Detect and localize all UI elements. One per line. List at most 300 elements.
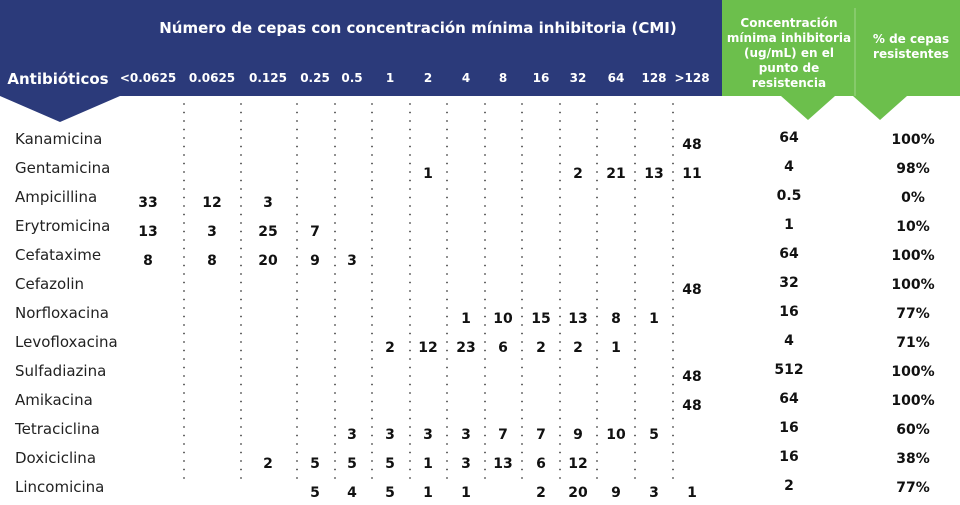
guide-dot [484,316,486,318]
guide-dot [634,341,636,343]
guide-dot [183,129,185,131]
guide-dot [559,392,561,394]
strain-count: 1 [423,166,433,182]
strain-count: 33 [138,195,158,211]
guide-dot [183,418,185,420]
guide-dot [183,197,185,199]
guide-dot [446,129,448,131]
guide-dot [521,307,523,309]
guide-dot [596,171,598,173]
guide-dot [521,248,523,250]
guide-dot [672,375,674,377]
guide-dot [296,392,298,394]
mic-breakpoint-header-line: Concentración [740,16,838,30]
guide-dot [240,248,242,250]
guide-dot [409,273,411,275]
guide-dot [559,239,561,241]
guide-dot [296,443,298,445]
guide-dot [183,154,185,156]
strain-count: 3 [263,195,273,211]
guide-dot [634,358,636,360]
guide-dot [296,129,298,131]
guide-dot [183,265,185,267]
guide-dot [446,146,448,148]
guide-dot [596,290,598,292]
guide-dot [334,137,336,139]
guide-dot [371,426,373,428]
guide-dot [596,239,598,241]
guide-dot [559,129,561,131]
guide-dot [183,205,185,207]
strain-count: 5 [649,427,659,443]
guide-dot [334,324,336,326]
guide-dot [446,324,448,326]
guide-dot [672,299,674,301]
guide-dot [634,103,636,105]
guide-dot [371,299,373,301]
guide-dot [296,256,298,258]
guide-dot [334,299,336,301]
guide-dot [559,205,561,207]
guide-dot [672,316,674,318]
guide-dot [240,129,242,131]
guide-dot [559,418,561,420]
guide-dot [484,282,486,284]
guide-dot [484,146,486,148]
guide-dot [409,418,411,420]
guide-dot [240,333,242,335]
guide-dot [672,129,674,131]
guide-dot [409,477,411,479]
antibiotic-name: Ampicillina [15,188,98,206]
guide-dot [634,350,636,352]
guide-dot [521,418,523,420]
guide-dot [371,367,373,369]
guide-dot [409,239,411,241]
guide-dot [672,197,674,199]
guide-dot [672,103,674,105]
guide-dot [409,324,411,326]
guide-dot [559,299,561,301]
guide-dot [634,222,636,224]
strain-count: 48 [682,369,702,385]
guide-dot [634,248,636,250]
guide-dot [634,418,636,420]
guide-dot [559,154,561,156]
guide-dot [596,333,598,335]
guide-dot [446,239,448,241]
guide-dot [446,477,448,479]
guide-dot [334,350,336,352]
guide-dot [521,375,523,377]
guide-dot [672,469,674,471]
mic-breakpoint-header-line: resistencia [751,76,827,90]
guide-dot [409,129,411,131]
guide-dot [596,401,598,403]
guide-dot [634,265,636,267]
guide-dot [484,188,486,190]
guide-dot [334,435,336,437]
guide-dot [334,469,336,471]
guide-dot [371,358,373,360]
guide-dot [334,171,336,173]
guide-dot [334,273,336,275]
guide-dot [446,341,448,343]
guide-dot [409,333,411,335]
guide-dot [409,307,411,309]
guide-dot [409,384,411,386]
guide-dot [446,282,448,284]
guide-dot [296,452,298,454]
guide-dot [296,367,298,369]
guide-dot [596,435,598,437]
guide-dot [559,426,561,428]
guide-dot [183,350,185,352]
breakpoint-value: 4 [784,333,794,349]
guide-dot [634,426,636,428]
guide-dot [521,333,523,335]
guide-dot [484,265,486,267]
guide-dot [371,392,373,394]
guide-dot [334,392,336,394]
guide-dot [672,273,674,275]
guide-dot [634,146,636,148]
guide-dot [183,299,185,301]
guide-dot [240,324,242,326]
guide-dot [409,435,411,437]
strain-count: 12 [418,340,438,356]
main-title: Número de cepas con concentración mínima inhibitoria (CMI) [159,19,677,37]
guide-dot [672,443,674,445]
guide-dot [559,180,561,182]
strain-count: 13 [644,166,664,182]
guide-dot [334,384,336,386]
guide-dot [240,469,242,471]
column-header: 64 [607,71,625,85]
guide-dot [296,324,298,326]
guide-dot [484,154,486,156]
resistant-percent: 38% [896,451,930,467]
resistant-percent: 10% [896,219,930,235]
guide-dot [296,239,298,241]
guide-dot [521,435,523,437]
guide-dot [559,290,561,292]
guide-dot [409,401,411,403]
guide-dot [371,239,373,241]
guide-dot [183,231,185,233]
guide-dot [596,307,598,309]
guide-dot [240,290,242,292]
guide-dot [240,452,242,454]
guide-dot [672,256,674,258]
guide-dot [672,358,674,360]
guide-dot [634,231,636,233]
guide-dot [521,443,523,445]
table-row [15,478,930,501]
table-row [15,130,935,153]
guide-dot [596,409,598,411]
guide-dot [484,171,486,173]
guide-dot [296,307,298,309]
guide-dot [596,282,598,284]
strain-count: 12 [568,456,588,472]
guide-dot [371,163,373,165]
guide-dot [240,375,242,377]
guide-dot [409,120,411,122]
strain-count: 1 [461,311,471,327]
guide-dot [409,443,411,445]
guide-dot [409,358,411,360]
antibiotic-name: Doxiciclina [15,449,97,467]
guide-dot [446,154,448,156]
guide-dot [446,375,448,377]
guide-dot [296,205,298,207]
strain-count: 3 [649,485,659,501]
guide-dot [484,214,486,216]
guide-dot [672,384,674,386]
guide-dot [296,418,298,420]
guide-dot [634,333,636,335]
guide-dot [634,290,636,292]
guide-dot [409,290,411,292]
guide-dot [183,341,185,343]
guide-dot [596,375,598,377]
guide-dot [240,137,242,139]
guide-dot [672,180,674,182]
guide-dot [183,452,185,454]
guide-dot [334,418,336,420]
guide-dot [371,435,373,437]
guide-dot [446,316,448,318]
guide-dot [559,256,561,258]
guide-dot [240,299,242,301]
guide-dot [484,460,486,462]
guide-dot [521,180,523,182]
guide-dot [596,248,598,250]
strain-count: 2 [573,166,583,182]
resistant-percent: 100% [891,393,935,409]
guide-dot [334,197,336,199]
guide-dot [559,316,561,318]
guide-dot [240,307,242,309]
guide-dot [371,205,373,207]
guide-dot [672,282,674,284]
guide-dot [240,477,242,479]
guide-dot [559,137,561,139]
guide-dot [334,214,336,216]
guide-dot [446,231,448,233]
guide-dot [672,265,674,267]
guide-dot [596,324,598,326]
guide-dot [240,265,242,267]
guide-dot [183,188,185,190]
guide-dot [409,248,411,250]
guide-dot [183,426,185,428]
guide-dot [634,307,636,309]
guide-dot [484,137,486,139]
guide-dot [634,409,636,411]
guide-dot [672,307,674,309]
guide-dot [446,188,448,190]
guide-dot [484,401,486,403]
strain-count: 25 [258,224,278,240]
guide-dot [296,333,298,335]
resistant-percent: 100% [891,277,935,293]
guide-dot [634,375,636,377]
breakpoint-value: 64 [779,391,799,407]
guide-dot [521,350,523,352]
guide-dot [240,214,242,216]
guide-dot [240,316,242,318]
strain-count: 7 [536,427,546,443]
table-row [15,304,930,327]
guide-dot [521,197,523,199]
guide-dot [634,460,636,462]
guide-dot [183,120,185,122]
guide-dot [334,163,336,165]
guide-dot [596,163,598,165]
guide-dot [559,146,561,148]
breakpoint-value: 512 [774,362,804,378]
strain-count: 2 [263,456,273,472]
guide-dot [240,426,242,428]
guide-dot [183,307,185,309]
guide-dot [183,384,185,386]
strain-count: 9 [310,253,320,269]
guide-dot [559,375,561,377]
guide-dot [371,341,373,343]
guide-dot [183,443,185,445]
guide-dot [446,248,448,250]
guide-dot [446,222,448,224]
guide-dot [334,146,336,148]
guide-dot [596,222,598,224]
resistant-percent: 98% [896,161,930,177]
guide-dot [484,273,486,275]
guide-dot [409,469,411,471]
guide-dot [559,231,561,233]
guide-dot [183,171,185,173]
guide-dot [371,188,373,190]
guide-dot [371,401,373,403]
guide-dot [240,197,242,199]
guide-dot [484,231,486,233]
guide-dot [183,273,185,275]
guide-dot [240,358,242,360]
strain-count: 5 [385,456,395,472]
guide-dot [334,316,336,318]
guide-dot [484,443,486,445]
guide-dot [521,452,523,454]
strain-count: 48 [682,282,702,298]
guide-dot [521,282,523,284]
guide-dot [484,477,486,479]
guide-dot [634,469,636,471]
breakpoint-value: 32 [779,275,799,291]
guide-dot [672,248,674,250]
guide-dot [334,222,336,224]
guide-dot [596,384,598,386]
guide-dot [296,426,298,428]
guide-dot [672,188,674,190]
resistant-percent: 60% [896,422,930,438]
guide-dot [183,214,185,216]
guide-dot [596,469,598,471]
strain-count: 8 [611,311,621,327]
guide-dot [240,409,242,411]
guide-dot [672,290,674,292]
guide-dot [183,324,185,326]
guide-dot [446,392,448,394]
guide-dot [634,316,636,318]
antibiotics-header: Antibióticos [7,70,109,88]
guide-dot [183,435,185,437]
guide-dot [446,443,448,445]
antibiotic-name: Erytromicina [15,217,111,235]
antibiotic-name: Cefataxime [15,246,102,264]
guide-dot [559,282,561,284]
guide-dot [446,290,448,292]
guide-dot [240,222,242,224]
guide-dot [559,214,561,216]
guide-dot [446,180,448,182]
guide-dot [634,273,636,275]
table-row [15,159,930,182]
guide-dot [672,146,674,148]
guide-dot [634,129,636,131]
guide-dot [183,180,185,182]
guide-dot [672,137,674,139]
antibiotic-name: Levofloxacina [15,333,118,351]
guide-dot [521,273,523,275]
guide-dot [240,273,242,275]
guide-dot [334,205,336,207]
guide-dot [334,409,336,411]
guide-dot [296,231,298,233]
guide-dot [371,265,373,267]
guide-dot [296,409,298,411]
strain-count: 15 [531,311,551,327]
mic-breakpoint-header-line: punto de [758,61,820,75]
guide-dot [371,443,373,445]
guide-dot [183,248,185,250]
guide-dot [559,333,561,335]
strain-count: 48 [682,398,702,414]
guide-dot [634,137,636,139]
guide-dot [240,188,242,190]
column-header: <0.0625 [119,71,177,85]
guide-dot [296,112,298,114]
guide-dot [672,367,674,369]
guide-dot [446,435,448,437]
guide-dot [484,205,486,207]
guide-dot [371,248,373,250]
column-header: 8 [498,71,508,85]
guide-dot [559,350,561,352]
guide-dot [596,146,598,148]
guide-dot [371,154,373,156]
guide-dot [596,316,598,318]
guide-dot [521,392,523,394]
guide-dot [596,231,598,233]
guide-dot [334,290,336,292]
guide-dot [521,409,523,411]
guide-dot [521,384,523,386]
guide-dot [521,460,523,462]
guide-dot [484,392,486,394]
guide-dot [521,469,523,471]
breakpoint-value: 0.5 [776,188,802,204]
